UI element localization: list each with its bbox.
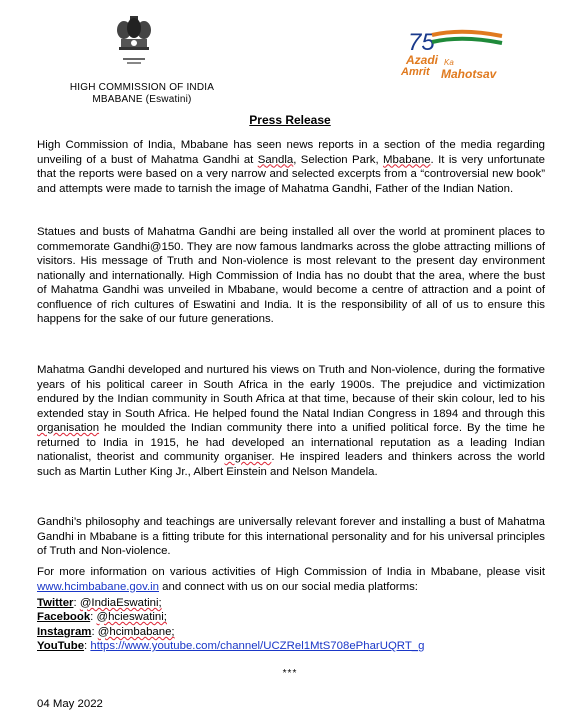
paragraph-philosophy: Gandhi’s philosophy and teachings are universally relevant forever and installing a bust of Mahatma Gandhi in Mbabane is a fitting tribute for this international personality and for his universal principles of Truth and Non-violence.	[37, 516, 545, 557]
paragraph-history: Mahatma Gandhi developed and nurtured his views on Truth and Non-violence, during the formative years of his political career in South Africa in the early 1900s. The prejudice and victimization endured by the Indian community in South Africa at that time, because of their skin colour, led to his extended stay in South Africa. He helped found the Natal Indian Congress in 1894 and through this organisation he moulded the Indian community there into a unified political force. By the time he returned to India in 1915, he had developed an international reputation as a leading Indian nationalist, theorist and community organiser. He inspired leaders and thinkers across the world such as Martin Luther King Jr., Albert Einstein and Nelson Mandela.	[37, 364, 545, 478]
logo-number: 75	[408, 29, 435, 56]
logo-ka: Ka	[444, 58, 454, 67]
social-instagram: Instagram: @hcimbabane;	[37, 626, 175, 638]
release-date: 04 May 2022	[37, 698, 103, 710]
paragraph-intro: High Commission of India, Mbabane has seen news reports in a section of the media regarding unveiling of a bust of Mahatma Gandhi at Sandla, Selection Park, Mbabane. It is very unfortunate that the reports were based on a very narrow and selected excerpts from a “controversial new book” and attempts were made to tarnish the image of Mahatma Gandhi, Father of the Indian Nation.	[37, 139, 546, 195]
org-name: HIGH COMMISSION OF INDIA	[69, 82, 215, 93]
national-emblem-icon	[113, 14, 155, 74]
org-location: MBABANE (Eswatini)	[92, 94, 192, 105]
paragraph-statues: Statues and busts of Mahatma Gandhi are being installed all over the world at prominent places to commemorate Gandhi@150. They are now famous landmarks across the globe attracting millions of visitors. His message of Truth and Non-violence is most relevant to the present day environment nationally and internationally. High Commission of India has no doubt that the area, where the bust of Mahatma Gandhi was unveiled in Mbabane, would become a centre of attraction and a point of confluence of rich cultures of Eswatini and India. It is the responsibility of all of us to ensure this happens for the sake of our future generations.	[37, 226, 545, 325]
paragraph-more-info: For more information on various activities of High Commission of India in Mbabane, please visit www.hcimbabane.gov.in and connect with us on our social media platforms:	[37, 566, 545, 593]
social-facebook: Facebook: @hcieswatini;	[37, 611, 167, 623]
logo-azadi: Azadi	[406, 53, 439, 67]
social-twitter: Twitter: @IndiaEswatini;	[37, 597, 162, 609]
separator: ***	[282, 668, 298, 679]
facebook-handle[interactable]: @hcieswatini;	[96, 611, 167, 623]
twitter-handle[interactable]: @IndiaEswatini;	[79, 597, 162, 609]
logo-mahotsav: Mahotsav	[441, 67, 497, 81]
website-link[interactable]: www.hcimbabane.gov.in	[37, 580, 159, 593]
instagram-handle[interactable]: @hcimbabane;	[97, 626, 175, 638]
page-title: Press Release	[249, 113, 331, 127]
logo-amrit: Amrit	[401, 66, 430, 78]
youtube-link[interactable]: https://www.youtube.com/channel/UCZRel1MtS708ePharUQRT_g	[90, 640, 425, 652]
social-youtube: YouTube: https://www.youtube.com/channel/UCZRel1MtS708ePharUQRT_g	[37, 640, 425, 652]
